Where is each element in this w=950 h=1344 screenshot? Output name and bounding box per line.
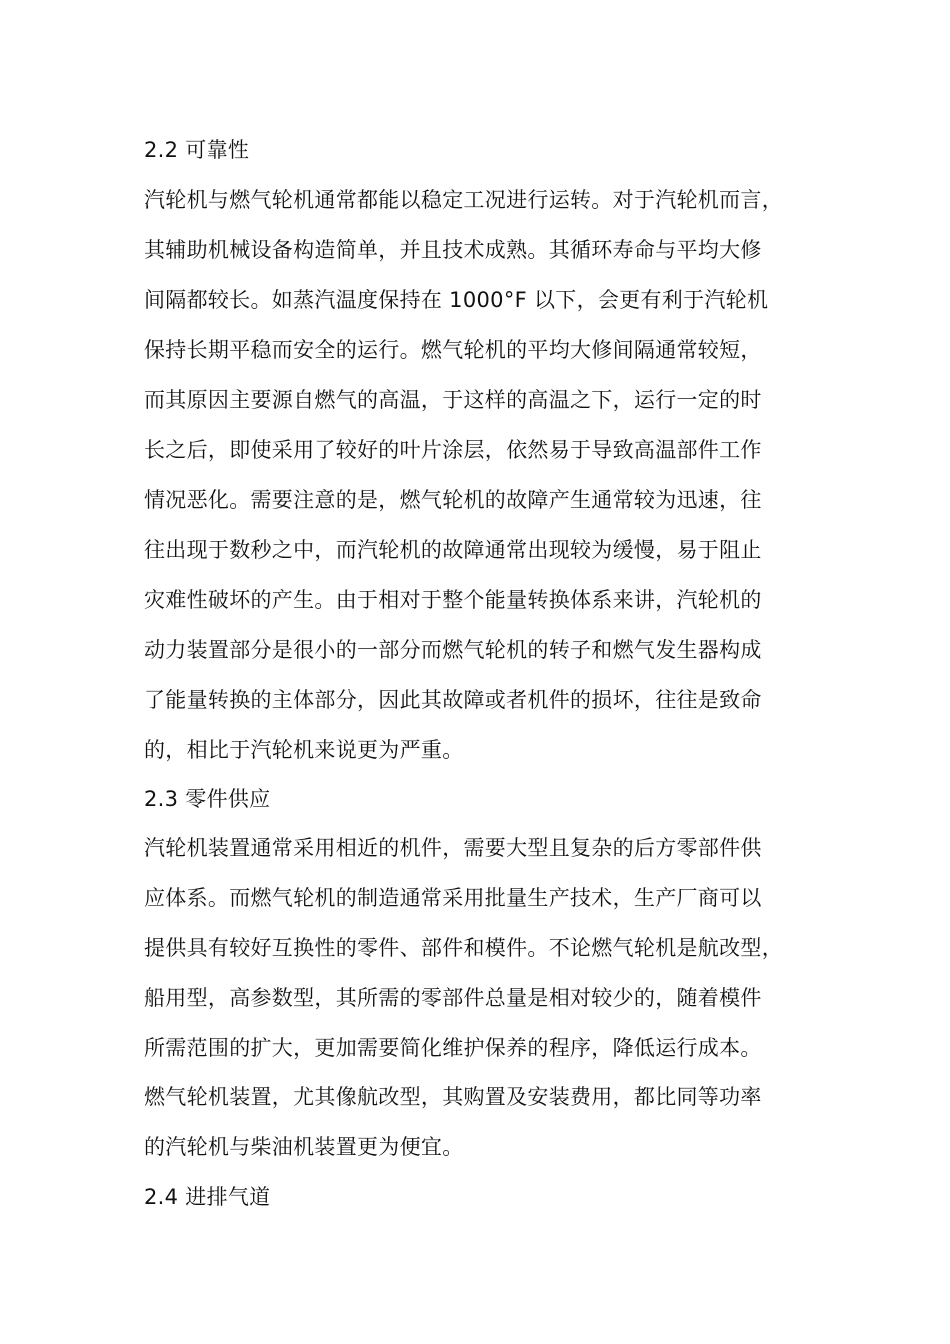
paragraph-line: 动力装置部分是很小的一部分而燃气轮机的转子和燃气发生器构成	[144, 638, 762, 662]
section-heading-2-4: 2.4 进排气道	[144, 1185, 271, 1209]
paragraph-line: 灾难性破坏的产生。由于相对于整个能量转换体系来讲，汽轮机的	[144, 588, 762, 612]
paragraph-line: 提供具有较好互换性的零件、部件和模件。不论燃气轮机是航改型，	[144, 936, 783, 960]
paragraph-line: 情况恶化。需要注意的是，燃气轮机的故障产生通常较为迅速，往	[144, 488, 762, 512]
paragraph-line: 应体系。而燃气轮机的制造通常采用批量生产技术，生产厂商可以	[144, 886, 762, 910]
paragraph-line: 而其原因主要源自燃气的高温，于这样的高温之下，运行一定的时	[144, 388, 762, 412]
paragraph-line: 保持长期平稳而安全的运行。燃气轮机的平均大修间隔通常较短，	[144, 338, 762, 362]
paragraph-line: 往出现于数秒之中，而汽轮机的故障通常出现较为缓慢，易于阻止	[144, 538, 762, 562]
paragraph-line: 的汽轮机与柴油机装置更为便宜。	[144, 1135, 464, 1159]
paragraph-line: 汽轮机装置通常采用相近的机件，需要大型且复杂的后方零部件供	[144, 836, 762, 860]
paragraph-line: 燃气轮机装置，尤其像航改型，其购置及安装费用，都比同等功率	[144, 1085, 762, 1109]
paragraph-line: 其辅助机械设备构造简单，并且技术成熟。其循环寿命与平均大修	[144, 238, 762, 262]
paragraph-line: 船用型，高参数型，其所需的零部件总量是相对较少的，随着模件	[144, 986, 762, 1010]
paragraph-line: 所需范围的扩大，更加需要简化维护保养的程序，降低运行成本。	[144, 1036, 762, 1060]
section-heading-2-2: 2.2 可靠性	[144, 138, 250, 162]
paragraph-line: 了能量转换的主体部分，因此其故障或者机件的损坏，往往是致命	[144, 688, 762, 712]
paragraph-line: 间隔都较长。如蒸汽温度保持在 1000°F 以下，会更有利于汽轮机	[144, 288, 769, 312]
paragraph-line: 的，相比于汽轮机来说更为严重。	[144, 738, 464, 762]
paragraph-line: 汽轮机与燃气轮机通常都能以稳定工况进行运转。对于汽轮机而言，	[144, 188, 783, 212]
section-heading-2-3: 2.3 零件供应	[144, 787, 271, 811]
paragraph-line: 长之后，即使采用了较好的叶片涂层，依然易于导致高温部件工作	[144, 438, 762, 462]
